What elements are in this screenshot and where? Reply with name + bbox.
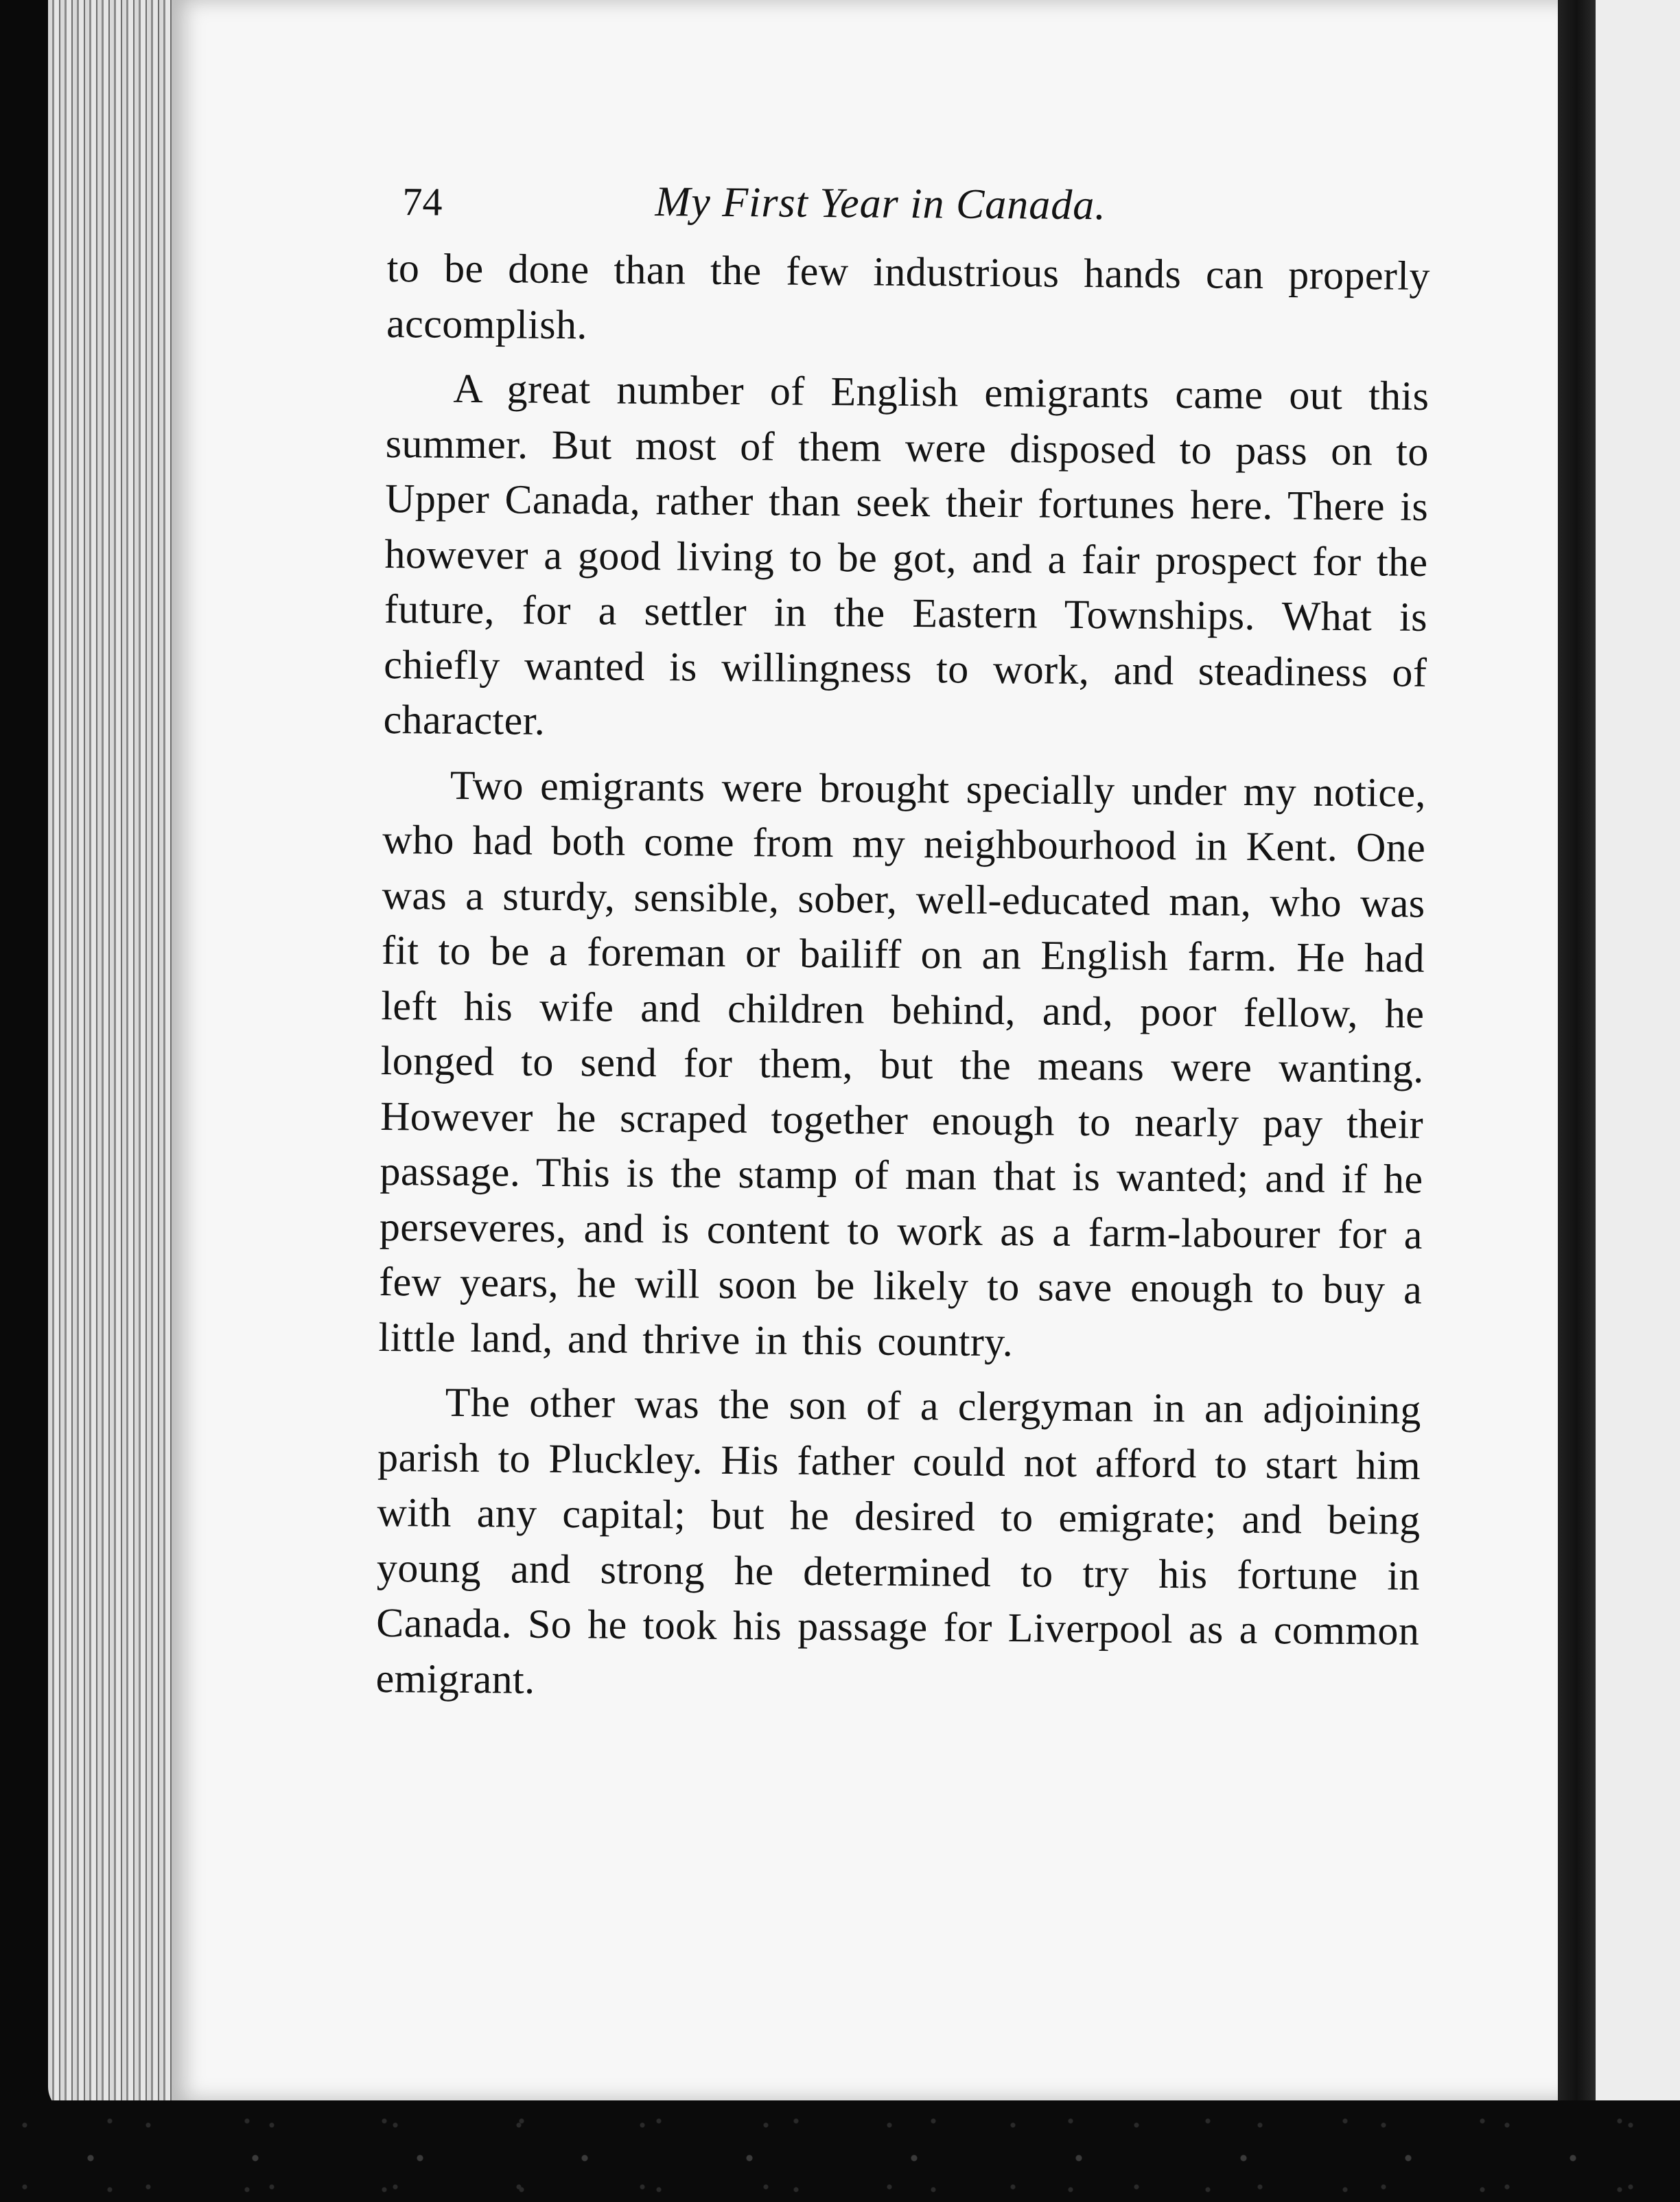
book-gutter xyxy=(1558,0,1596,2121)
facing-page-edge xyxy=(1596,0,1680,2114)
paragraph-two-emigrants: Two emigrants were brought specially under my notice, who had both come from my neighbourhood in Kent. One was a sturdy, sensible, sober, well-educated man, who was fit to be a foreman or bailiff on an English farm. He had left his wife and children behind, and, poor fellow, he longed to send for them, but the means were wanting. However he scraped together enough to nearly pay their passage. This is the stamp of man that is wanted; and if he perseveres, and is content to work as a farm-labourer for a few years, he will soon be likely to save enough to buy a little land, and thrive in this country. xyxy=(378,762,1427,1365)
page-text-block xyxy=(375,165,1431,1724)
running-title: My First Year in Canada. xyxy=(655,178,1107,229)
running-head xyxy=(387,165,1431,248)
page-number: 74 xyxy=(402,179,443,224)
paragraph-clergyman-son: The other was the son of a clergyman in an adjoining parish to Pluckley. His father could not afford to start him with any capital; but he desired to emigrate; and being young and strong he determined to try his fortune in Canada. So he took his passage for Liverpool as a common emigrant. xyxy=(375,1379,1422,1702)
paragraph-continued: to be done than the few industrious hands can properly accomplish. xyxy=(386,244,1431,347)
scan-bottom-edge xyxy=(0,2100,1680,2202)
paragraph-english-emigrants: A great number of English emigrants came out this summer. But most of them were disposed to pass on to Upper Canada, rather than seek their fortunes here. There is however a good living to be got, and a fair prospect for the future, for a settler in the Eastern Townships. What is chiefly wanted is willingness to work, and steadiness of character. xyxy=(383,365,1430,743)
